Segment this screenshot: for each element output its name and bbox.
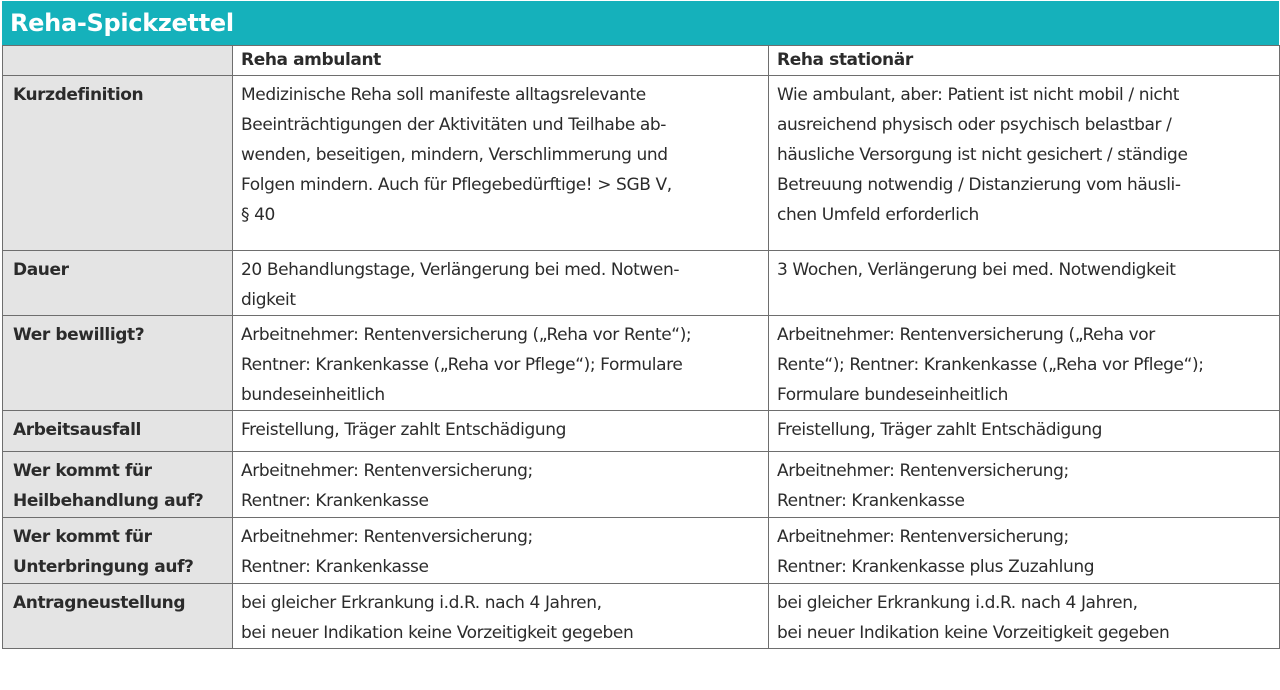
cell-ambulant — [233, 452, 769, 518]
cell-line: Rente“); Rentner: Krankenkasse („Reha vor Pflege“); — [777, 355, 1204, 375]
cell-line: Medizinische Reha soll manifeste alltagsrelevante — [241, 85, 646, 105]
cell-ambulant — [233, 584, 769, 649]
row-label-wer-bewilligt: Wer bewilligt? — [3, 316, 233, 411]
table-row — [3, 316, 1280, 411]
header-stationaer: Reha stationär — [769, 46, 1280, 76]
cell-stationaer — [769, 251, 1280, 316]
row-label-dauer: Dauer — [3, 251, 233, 316]
cell-line: Rentner: Krankenkasse („Reha vor Pflege“); Formulare — [241, 355, 683, 375]
row-label-arbeitsausfall: Arbeitsausfall — [3, 411, 233, 452]
row-label-unterbringung — [3, 518, 233, 584]
table-row — [3, 584, 1280, 649]
cell-line: 20 Behandlungstage, Verlängerung bei med. Notwen- — [241, 260, 680, 280]
label-line: Wer kommt für — [13, 527, 152, 547]
cell-line: Arbeitnehmer: Rentenversicherung; — [777, 527, 1069, 547]
cell-line: Folgen mindern. Auch für Pflegebedürftige! > SGB V, — [241, 175, 672, 195]
table-row — [3, 518, 1280, 584]
sheet-title: Reha-Spickzettel — [2, 1, 1279, 45]
cell-line: Rentner: Krankenkasse — [241, 491, 429, 511]
cell-line: Rentner: Krankenkasse — [241, 557, 429, 577]
cell-line: Rentner: Krankenkasse — [777, 491, 965, 511]
cell-ambulant — [233, 518, 769, 584]
cell-line: Freistellung, Träger zahlt Entschädigung — [777, 420, 1102, 440]
header-empty-cell — [3, 46, 233, 76]
cell-ambulant — [233, 316, 769, 411]
cell-line: bundeseinheitlich — [241, 385, 385, 405]
cell-stationaer — [769, 411, 1280, 452]
cell-line: häusliche Versorgung ist nicht gesichert / ständige — [777, 145, 1188, 165]
cell-line: Arbeitnehmer: Rentenversicherung; — [241, 461, 533, 481]
cell-line: bei neuer Indikation keine Vorzeitigkeit gegeben — [241, 623, 634, 643]
cell-ambulant — [233, 411, 769, 452]
table-row — [3, 76, 1280, 251]
cell-stationaer — [769, 584, 1280, 649]
cell-line: Arbeitnehmer: Rentenversicherung; — [777, 461, 1069, 481]
cell-line: Betreuung notwendig / Distanzierung vom häusli- — [777, 175, 1181, 195]
table-header-row — [3, 46, 1280, 76]
cell-line: bei neuer Indikation keine Vorzeitigkeit gegeben — [777, 623, 1170, 643]
row-label-kurzdefinition: Kurzdefinition — [3, 76, 233, 251]
table-row — [3, 251, 1280, 316]
table-row — [3, 411, 1280, 452]
cell-line: Arbeitnehmer: Rentenversicherung („Reha vor Rente“); — [241, 325, 692, 345]
cell-line: Arbeitnehmer: Rentenversicherung; — [241, 527, 533, 547]
cell-stationaer — [769, 518, 1280, 584]
label-line: Heilbehandlung auf? — [13, 491, 204, 511]
cell-line: ausreichend physisch oder psychisch belastbar / — [777, 115, 1172, 135]
cell-stationaer — [769, 76, 1280, 251]
reha-cheat-sheet — [2, 1, 1279, 687]
row-label-heilbehandlung — [3, 452, 233, 518]
cell-line: Wie ambulant, aber: Patient ist nicht mobil / nicht — [777, 85, 1179, 105]
cell-line: digkeit — [241, 290, 296, 310]
cell-line: Arbeitnehmer: Rentenversicherung („Reha vor — [777, 325, 1155, 345]
cell-line: chen Umfeld erforderlich — [777, 205, 979, 225]
cell-line: bei gleicher Erkrankung i.d.R. nach 4 Jahren, — [241, 593, 602, 613]
header-ambulant: Reha ambulant — [233, 46, 769, 76]
cell-ambulant — [233, 76, 769, 251]
label-line: Wer kommt für — [13, 461, 152, 481]
cell-line: Freistellung, Träger zahlt Entschädigung — [241, 420, 566, 440]
row-label-antragneustellung: Antragneustellung — [3, 584, 233, 649]
cell-ambulant — [233, 251, 769, 316]
cell-stationaer — [769, 452, 1280, 518]
table-row — [3, 452, 1280, 518]
cell-line: Rentner: Krankenkasse plus Zuzahlung — [777, 557, 1095, 577]
cell-line: § 40 — [241, 205, 275, 225]
cell-stationaer — [769, 316, 1280, 411]
cell-line: wenden, beseitigen, mindern, Verschlimmerung und — [241, 145, 668, 165]
comparison-table — [2, 45, 1280, 649]
cell-line: Beeinträchtigungen der Aktivitäten und Teilhabe ab- — [241, 115, 667, 135]
label-line: Unterbringung auf? — [13, 557, 194, 577]
cell-line: Formulare bundeseinheitlich — [777, 385, 1009, 405]
cell-line: 3 Wochen, Verlängerung bei med. Notwendigkeit — [777, 260, 1176, 280]
cell-line: bei gleicher Erkrankung i.d.R. nach 4 Jahren, — [777, 593, 1138, 613]
